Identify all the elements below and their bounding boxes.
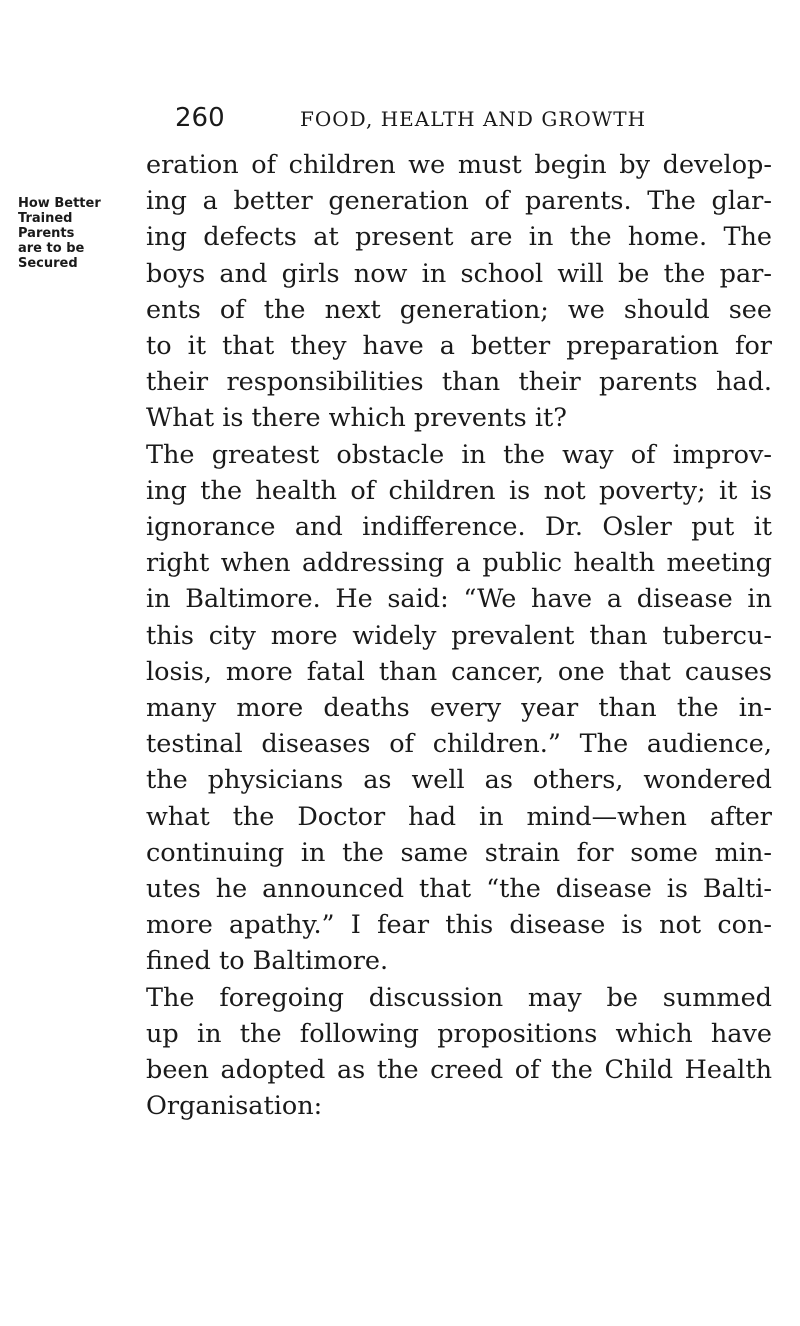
margin-note: How Better Trained Parents are to be Secured	[18, 196, 101, 271]
running-head: FOOD, HEALTH AND GROWTH	[300, 107, 647, 131]
text-line: What is there which prevents it?	[146, 403, 567, 434]
text-line: testinal diseases of children.” The audience,	[146, 729, 772, 760]
body-text	[146, 147, 772, 1124]
text-line: what the Doctor had in mind—when after	[146, 801, 772, 832]
page-header	[175, 100, 735, 136]
text-line: this city more widely prevalent than tubercu-	[146, 620, 772, 651]
text-line: fined to Baltimore.	[146, 946, 389, 977]
page-number: 260	[175, 103, 225, 133]
text-line: ing defects at present are in the home. The	[146, 222, 772, 253]
text-line: losis, more fatal than cancer, one that causes	[146, 656, 772, 687]
text-line: right when addressing a public health meeting	[146, 548, 772, 579]
text-line: The foregoing discussion may be summed	[146, 982, 772, 1013]
text-line: the physicians as well as others, wondered	[146, 765, 772, 796]
text-line: utes he announced that “the disease is Balti-	[146, 874, 772, 905]
text-line: many more deaths every year than the in-	[146, 693, 772, 724]
text-line: boys and girls now in school will be the par-	[146, 258, 772, 289]
text-line: ing a better generation of parents. The glar-	[146, 186, 772, 217]
text-line: been adopted as the creed of the Child Health	[146, 1055, 772, 1086]
text-line: more apathy.” I fear this disease is not con-	[146, 910, 772, 941]
text-line: in Baltimore. He said: “We have a disease in	[146, 584, 772, 615]
text-line: eration of children we must begin by develop-	[146, 150, 772, 180]
text-line: their responsibilities than their parents had.	[146, 367, 772, 398]
text-line: to it that they have a better preparation for	[146, 331, 772, 362]
text-line: ents of the next generation; we should see	[146, 294, 772, 325]
text-line: continuing in the same strain for some min-	[146, 837, 772, 868]
text-line: ing the health of children is not poverty; it is	[146, 475, 772, 506]
text-line: The greatest obstacle in the way of improv-	[146, 439, 772, 470]
text-line: ignorance and indifference. Dr. Osler put it	[146, 512, 772, 543]
text-line: Organisation:	[146, 1091, 323, 1122]
text-line: up in the following propositions which have	[146, 1018, 772, 1049]
